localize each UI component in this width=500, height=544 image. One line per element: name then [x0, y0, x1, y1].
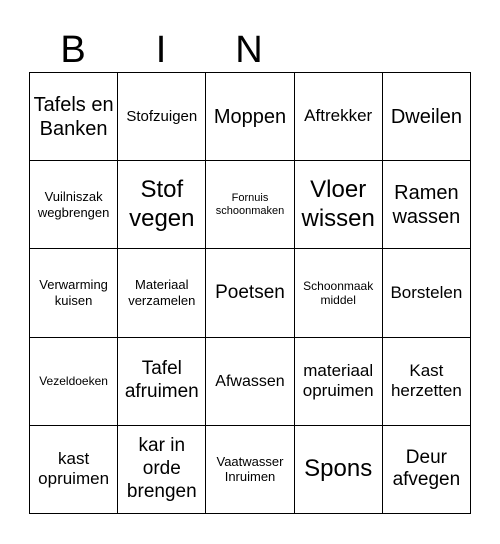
bingo-cell[interactable]: Tafel afruimen [118, 338, 206, 426]
header-letter-b: B [60, 29, 86, 71]
bingo-cell[interactable]: Aftrekker [295, 73, 383, 161]
bingo-cell[interactable]: Afwassen [206, 338, 294, 426]
bingo-cell[interactable]: Vloer wissen [295, 161, 383, 249]
bingo-cell[interactable]: Schoonmaak middel [295, 249, 383, 337]
bingo-cell[interactable]: Borstelen [383, 249, 471, 337]
bingo-cell[interactable]: Vaatwasser Inruimen [206, 426, 294, 514]
bingo-cell[interactable]: materiaal opruimen [295, 338, 383, 426]
bingo-grid [29, 72, 471, 514]
bingo-cell[interactable]: Deur afvegen [383, 426, 471, 514]
bingo-cell[interactable]: Moppen [206, 73, 294, 161]
bingo-cell[interactable]: Stof vegen [118, 161, 206, 249]
bingo-cell[interactable]: kast opruimen [30, 426, 118, 514]
bingo-cell[interactable]: Kast herzetten [383, 338, 471, 426]
header-letter-i: I [155, 29, 167, 71]
bingo-cell[interactable]: Tafels en Banken [30, 73, 118, 161]
bingo-cell[interactable]: kar in orde brengen [118, 426, 206, 514]
bingo-cell[interactable]: Materiaal verzamelen [118, 249, 206, 337]
bingo-cell[interactable]: Vezeldoeken [30, 338, 118, 426]
bingo-cell[interactable]: Poetsen [206, 249, 294, 337]
bingo-cell[interactable]: Spons [295, 426, 383, 514]
header-letter-n: N [235, 29, 263, 71]
bingo-header [29, 28, 471, 72]
bingo-cell[interactable]: Dweilen [383, 73, 471, 161]
bingo-cell[interactable]: Stofzuigen [118, 73, 206, 161]
bingo-cell[interactable]: Ramen wassen [383, 161, 471, 249]
bingo-cell[interactable]: Verwarming kuisen [30, 249, 118, 337]
bingo-cell[interactable]: Vuilniszak wegbrengen [30, 161, 118, 249]
bingo-cell[interactable]: Fornuis schoonmaken [206, 161, 294, 249]
